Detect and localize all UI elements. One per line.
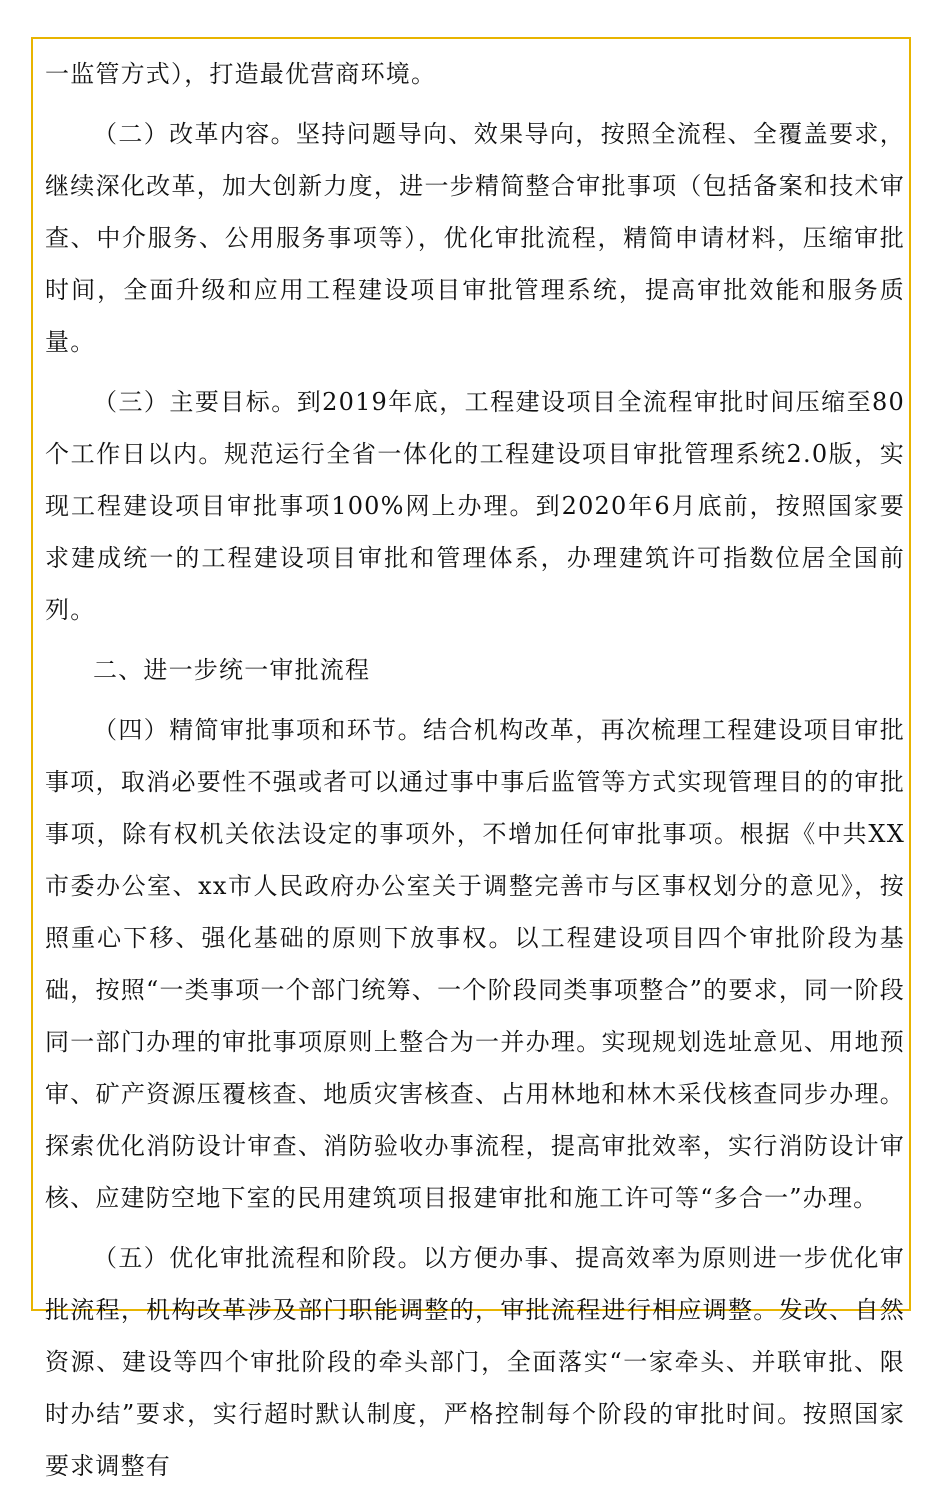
paragraph-main-goals: （三）主要目标。到2019年底，工程建设项目全流程审批时间压缩至80个工作日以内。规范运行全省一体化的工程建设项目审批管理系统2.0版，实现工程建设项目审批事项100%网上办理。到2020年6月底前，按照国家要求建成统一的工程建设项目审批和管理体系，办理建筑许可指数位居全国前列。 [45,388,905,624]
paragraph-reform-content: （二）改革内容。坚持问题导向、效果导向，按照全流程、全覆盖要求，继续深化改革，加大创新力度，进一步精简整合审批事项（包括备案和技术审查、中介服务、公用服务事项等），优化审批流程，精简申请材料，压缩审批时间，全面升级和应用工程建设项目审批管理系统，提高审批效能和服务质量。 [45,120,905,356]
document-body [45,48,905,1492]
paragraph-optimize-process: （五）优化审批流程和阶段。以方便办事、提高效率为原则进一步优化审批流程，机构改革涉及部门职能调整的，审批流程进行相应调整。发改、自然资源、建设等四个审批阶段的牵头部门，全面落实“一家牵头、并联审批、限时办结”要求，实行超时默认制度，严格控制每个阶段的审批时间。按照国家要求调整有 [45,1244,905,1480]
paragraph-continuation: 一监管方式），打造最优营商环境。 [45,60,437,88]
paragraph-simplify-approval: （四）精简审批事项和环节。结合机构改革，再次梳理工程建设项目审批事项，取消必要性不强或者可以通过事中事后监管等方式实现管理目的的审批事项，除有权机关依法设定的事项外，不增加任何审批事项。根据《中共XX市委办公室、xx市人民政府办公室关于调整完善市与区事权划分的意见》，按照重心下移、强化基础的原则下放事权。以工程建设项目四个审批阶段为基础，按照“一类事项一个部门统筹、一个阶段同类事项整合”的要求，同一阶段同一部门办理的审批事项原则上整合为一并办理。实现规划选址意见、用地预审、矿产资源压覆核查、地质灾害核查、占用林地和林木采伐核查同步办理。探索优化消防设计审查、消防验收办事流程，提高审批效率，实行消防设计审核、应建防空地下室的民用建筑项目报建审批和施工许可等“多合一”办理。 [45,716,905,1212]
section-heading: 二、进一步统一审批流程 [93,656,371,684]
